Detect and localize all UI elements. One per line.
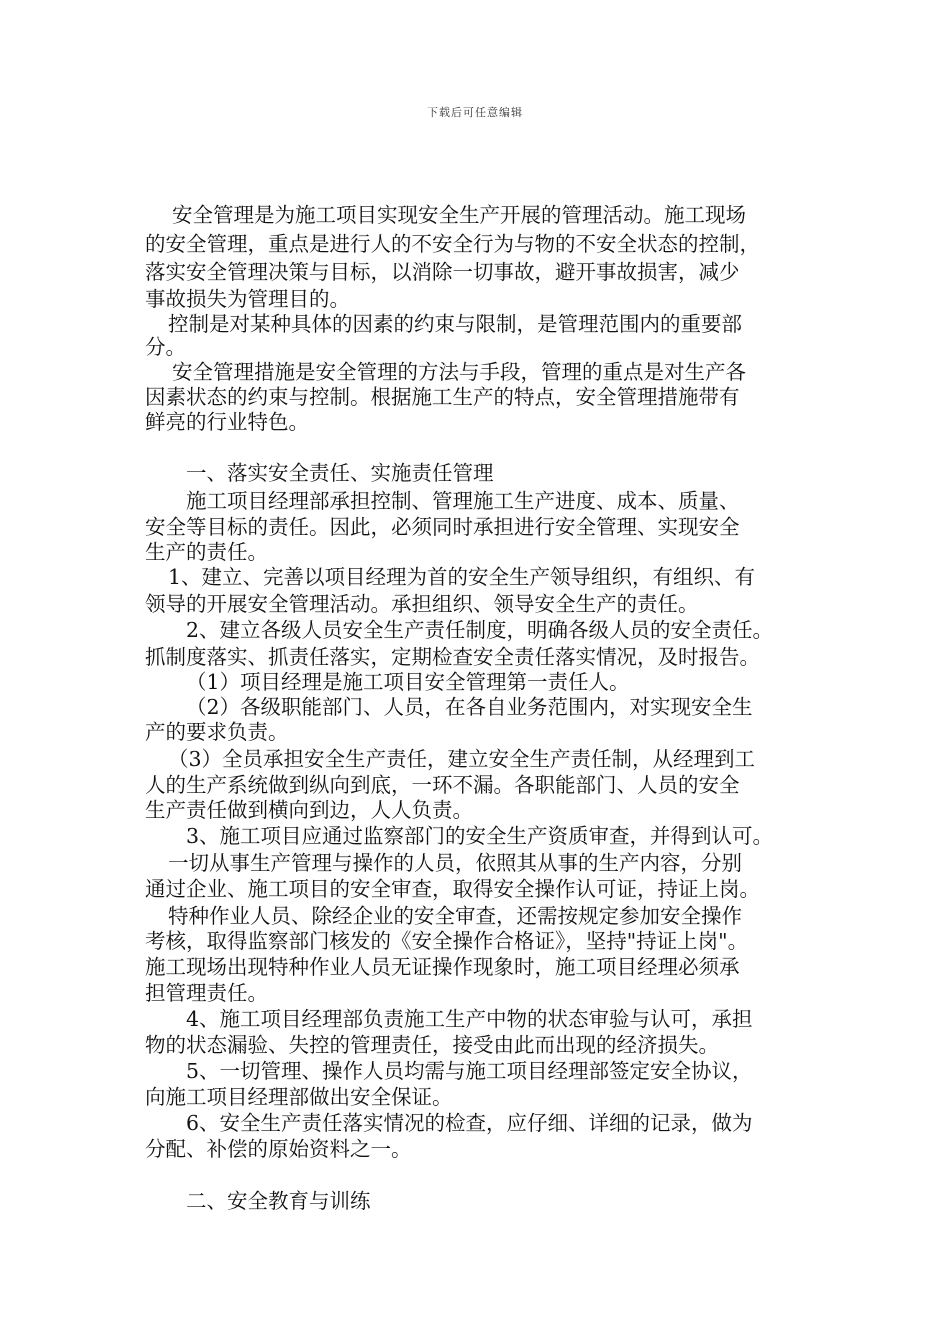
paragraph-line: 向施工项目经理部做出安全保证。	[145, 1085, 453, 1109]
paragraph-line: 分配、补偿的原始资料之一。	[145, 1137, 412, 1161]
paragraph-line: 鲜亮的行业特色。	[145, 410, 309, 434]
paragraph-line: 担管理责任。	[145, 981, 268, 1005]
paragraph-line: 一切从事生产管理与操作的人员，依照其从事的生产内容，分别	[168, 851, 742, 875]
paragraph-line: 2、建立各级人员安全生产责任制度，明确各级人员的安全责任。	[186, 618, 774, 642]
paragraph-line: 6、安全生产责任落实情况的检查，应仔细、详细的记录，做为	[186, 1111, 753, 1135]
paragraph-line: 产的要求负责。	[145, 720, 289, 744]
paragraph-line: （2）各级职能部门、人员，在各自业务范围内，对实现安全生	[186, 695, 753, 719]
paragraph-line: 落实安全管理决策与目标，以消除一切事故，避开事故损害，减少	[145, 260, 740, 284]
paragraph-line: 的安全管理，重点是进行人的不安全行为与物的不安全状态的控制，	[145, 232, 760, 256]
paragraph-line: 控制是对某种具体的因素的约束与限制，是管理范围内的重要部	[168, 312, 742, 336]
paragraph-line: 考核，取得监察部门核发的《安全操作合格证》，坚持"持证上岗"。	[145, 929, 749, 953]
paragraph-line: 分。	[145, 335, 186, 359]
paragraph-line: 生产责任做到横向到边，人人负责。	[145, 798, 473, 822]
paragraph-line: 3、施工项目应通过监察部门的安全生产资质审查，并得到认可。	[186, 824, 774, 848]
paragraph-line: （1）项目经理是施工项目安全管理第一责任人。	[186, 670, 630, 694]
paragraph-line: 领导的开展安全管理活动。承担组织、领导安全生产的责任。	[145, 592, 699, 616]
paragraph-line: 4、施工项目经理部负责施工生产中物的状态审验与认可，承担	[186, 1007, 753, 1031]
paragraph-line: 施工项目经理部承担控制、管理施工生产进度、成本、质量、	[186, 489, 740, 513]
paragraph-line: 安全管理是为施工项目实现安全生产开展的管理活动。施工现场	[172, 203, 746, 227]
paragraph-line: 安全等目标的责任。因此，必须同时承担进行安全管理、实现安全	[145, 515, 740, 539]
paragraph-line: 抓制度落实、抓责任落实，定期检查安全责任落实情况，及时报告。	[145, 645, 760, 669]
paragraph-line: 1、建立、完善以项目经理为首的安全生产领导组织，有组织、有	[168, 565, 756, 589]
paragraph-line: 生产的责任。	[145, 540, 268, 564]
paragraph-line: 人的生产系统做到纵向到底，一环不漏。各职能部门、人员的安全	[145, 773, 740, 797]
paragraph-line: 因素状态的约束与控制。根据施工生产的特点，安全管理措施带有	[145, 385, 740, 409]
paragraph-line: 通过企业、施工项目的安全审查，取得安全操作认可证，持证上岗。	[145, 877, 760, 901]
paragraph-line: 5、一切管理、操作人员均需与施工项目经理部签定安全协议，	[186, 1059, 753, 1083]
paragraph-line: 施工现场出现特种作业人员无证操作现象时，施工项目经理必须承	[145, 955, 740, 979]
section-heading: 一、落实安全责任、实施责任管理	[186, 461, 494, 485]
paragraph-line: 事故损失为管理目的。	[145, 287, 350, 311]
paragraph-line: 安全管理措施是安全管理的方法与手段，管理的重点是对生产各	[172, 360, 746, 384]
paragraph-line: 特种作业人员、除经企业的安全审查，还需按规定参加安全操作	[168, 904, 742, 928]
section-heading: 二、安全教育与训练	[186, 1189, 371, 1213]
header-note: 下载后可任意编辑	[427, 106, 523, 119]
paragraph-line: （3）全员承担安全生产责任，建立安全生产责任制，从经理到工	[168, 747, 756, 771]
paragraph-line: 物的状态漏验、失控的管理责任，接受由此而出现的经济损失。	[145, 1033, 719, 1057]
